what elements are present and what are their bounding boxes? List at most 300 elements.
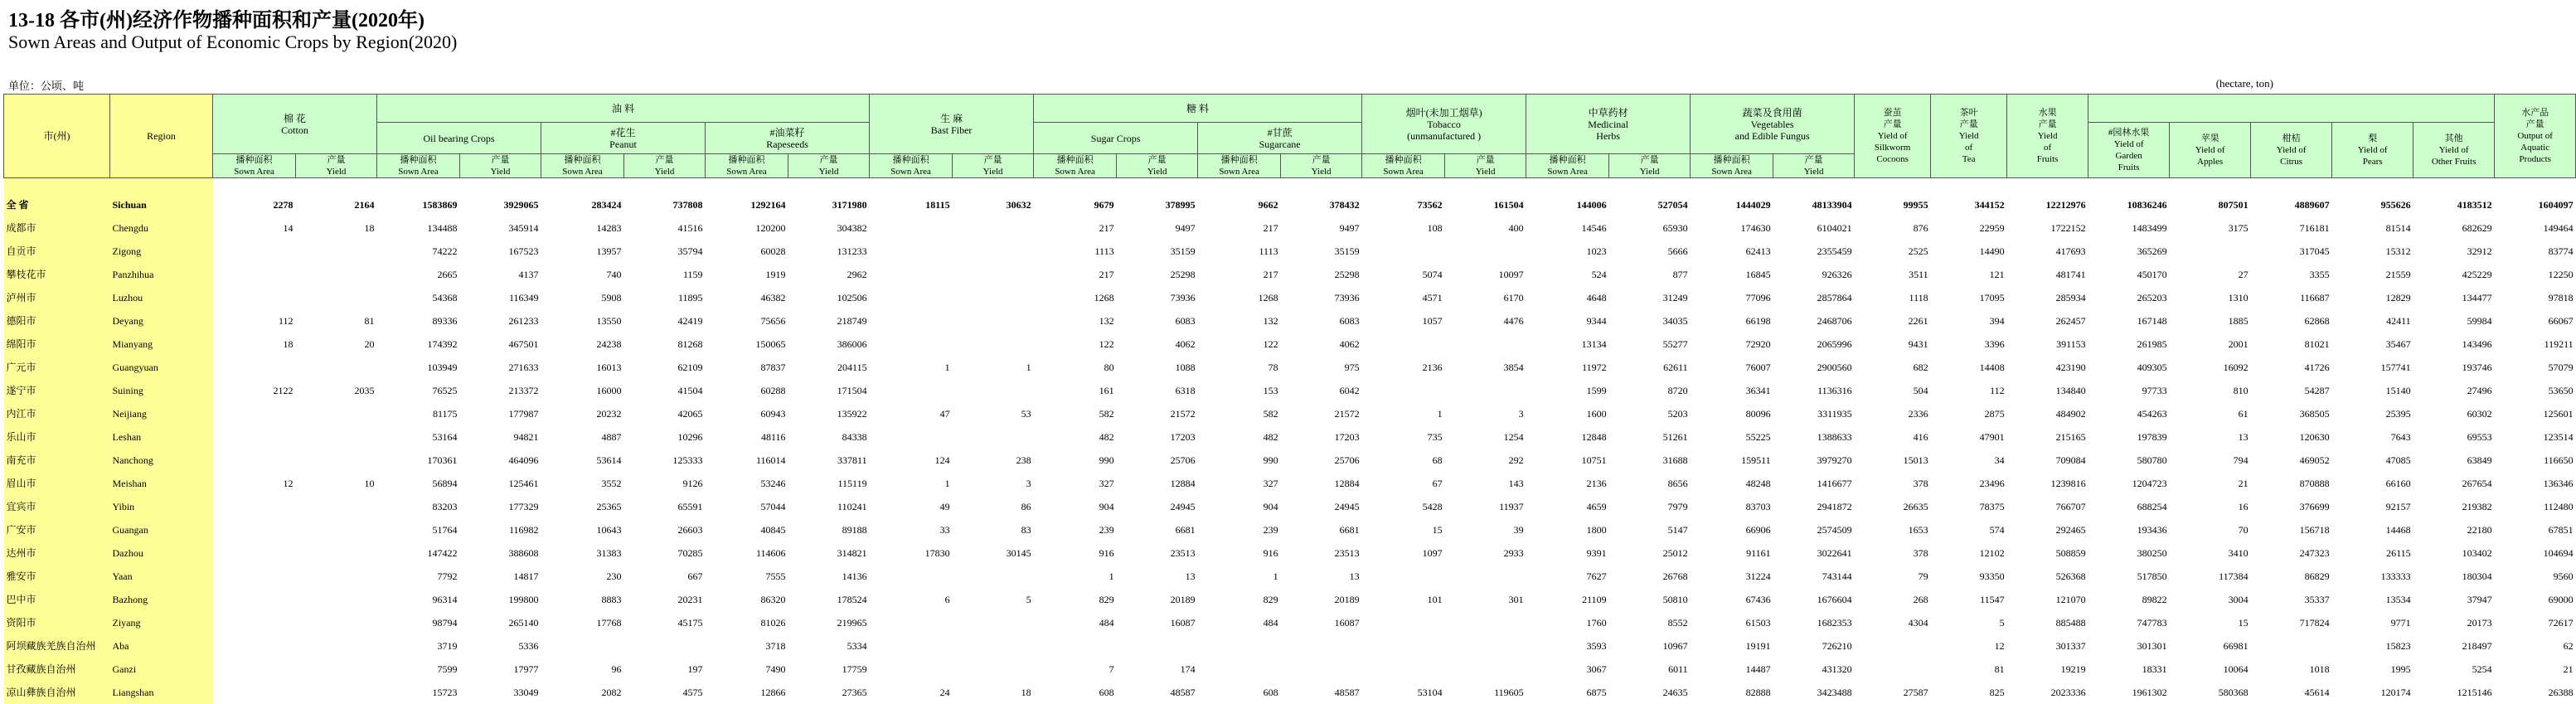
- table-cell: [213, 681, 296, 704]
- header-yield: [1117, 154, 1198, 178]
- table-cell: 27496: [2467, 385, 2492, 396]
- header-group-sugar-en: [1034, 123, 1198, 154]
- header-sown: [377, 154, 460, 178]
- table-cell: 62: [2563, 640, 2574, 652]
- region-name-cn: 宜宾市: [4, 495, 110, 518]
- table-cell: 24635: [1662, 687, 1688, 698]
- table-cell: 218497: [2462, 640, 2492, 652]
- header-yield-en: Yield: [1475, 167, 1496, 177]
- table-row: [4, 216, 2576, 240]
- table-cell: 21: [2238, 478, 2249, 489]
- header-yield-cn: 产量: [1804, 155, 1823, 165]
- table-cell: 10836246: [2127, 199, 2167, 211]
- table-cell: 726210: [1822, 640, 1852, 652]
- table-cell: 378: [1913, 547, 1928, 559]
- region-name-en: Neijiang: [110, 402, 213, 425]
- table-cell: 15: [2238, 617, 2249, 629]
- table-cell: 53614: [596, 454, 622, 466]
- table-cell: [213, 425, 296, 449]
- table-cell: 53104: [1417, 687, 1443, 698]
- table-cell: 1254: [1503, 431, 1524, 443]
- header-garden: [2088, 123, 2170, 178]
- table-cell: 35794: [677, 245, 703, 257]
- table-cell: 5334: [847, 640, 867, 652]
- table-cell: 159511: [1741, 454, 1771, 466]
- header-apples-line: 苹果: [2200, 134, 2219, 143]
- table-cell: 2035: [354, 385, 375, 396]
- table-cell: 73936: [1170, 292, 1196, 303]
- table-cell: 16087: [1334, 617, 1360, 629]
- table-cell: 20173: [2467, 617, 2492, 629]
- table-cell: 72920: [1745, 338, 1771, 350]
- region-name-cn: 南充市: [4, 449, 110, 472]
- table-cell: 4889607: [2294, 199, 2330, 211]
- table-cell: 2857864: [1817, 292, 1852, 303]
- table-cell: 1310: [2228, 292, 2249, 303]
- table-cell: 6318: [1175, 385, 1196, 396]
- table-cell: 23513: [1334, 547, 1360, 559]
- table-cell: 1292164: [750, 199, 786, 211]
- table-cell: 916: [1099, 547, 1114, 559]
- table-cell: 24: [939, 687, 950, 698]
- table-cell: 197: [687, 663, 703, 675]
- region-name-en: Panzhihua: [110, 263, 213, 286]
- table-cell: 737808: [672, 199, 703, 211]
- table-cell: 103402: [2462, 547, 2492, 559]
- table-cell: 344152: [1974, 199, 2005, 211]
- table-cell: [1198, 634, 1281, 658]
- table-cell: 1: [1026, 362, 1031, 373]
- table-cell: 40845: [760, 524, 786, 536]
- table-cell: 17203: [1334, 431, 1360, 443]
- table-cell: 3552: [601, 478, 622, 489]
- table-cell: [213, 541, 296, 565]
- table-cell: 134840: [2055, 385, 2086, 396]
- table-cell: 524: [1591, 269, 1607, 280]
- table-cell: 170361: [427, 454, 458, 466]
- table-cell: 1444029: [1735, 199, 1771, 211]
- table-cell: 57044: [760, 501, 786, 512]
- table-cell: [213, 402, 296, 425]
- table-cell: [296, 681, 377, 704]
- table-cell: 11547: [1980, 594, 2005, 605]
- table-cell: 12829: [2385, 292, 2411, 303]
- table-cell: 261985: [2137, 338, 2167, 350]
- table-cell: 177329: [508, 501, 539, 512]
- header-yield: [1281, 154, 1362, 178]
- table-cell: 13550: [596, 315, 622, 327]
- header-group-en2: (unmanufactured ): [1407, 129, 1482, 142]
- table-cell: 4304: [1908, 617, 1928, 629]
- table-cell: [1281, 658, 1362, 681]
- table-cell: 1268: [1094, 292, 1114, 303]
- table-row: [4, 588, 2576, 611]
- table-cell: 25706: [1334, 454, 1360, 466]
- table-cell: [1117, 634, 1198, 658]
- table-cell: 2136: [1422, 362, 1443, 373]
- table-cell: 4062: [1339, 338, 1360, 350]
- table-cell: 1676604: [1817, 594, 1852, 605]
- table-cell: 3355: [2309, 269, 2330, 280]
- table-cell: 1268: [1258, 292, 1278, 303]
- header-pears-line: Pears: [2362, 157, 2383, 167]
- table-cell: 409305: [2137, 362, 2167, 373]
- table-cell: 27: [2238, 269, 2249, 280]
- header-yield-en: Yield: [982, 167, 1003, 177]
- table-cell: 735: [1427, 431, 1443, 443]
- table-cell: 12866: [760, 687, 786, 698]
- header-group-sugarcane: [1198, 123, 1362, 154]
- table-cell: 464096: [508, 454, 539, 466]
- table-cell: 91161: [1746, 547, 1771, 559]
- table-cell: 292: [1508, 454, 1524, 466]
- region-name-en: Bazhong: [110, 588, 213, 611]
- region-name-cn: 雅安市: [4, 565, 110, 588]
- table-cell: 66160: [2385, 478, 2411, 489]
- table-row: [4, 634, 2576, 658]
- table-cell: [1362, 333, 1445, 356]
- table-cell: 794: [2233, 454, 2249, 466]
- table-cell: 484: [1099, 617, 1114, 629]
- region-name-cn: 资阳市: [4, 611, 110, 634]
- table-cell: 417693: [2055, 245, 2086, 257]
- region-name-en: Guangan: [110, 518, 213, 541]
- table-cell: [953, 634, 1034, 658]
- table-cell: 50810: [1662, 594, 1688, 605]
- table-cell: 156718: [2299, 524, 2330, 536]
- table-cell: 283424: [591, 199, 622, 211]
- table-cell: 125461: [508, 478, 539, 489]
- table-cell: [953, 263, 1034, 286]
- table-cell: 747783: [2137, 617, 2167, 629]
- table-cell: 1416677: [1817, 478, 1852, 489]
- table-cell: 143: [1508, 478, 1524, 489]
- table-cell: 2933: [1503, 547, 1524, 559]
- table-cell: 23513: [1170, 547, 1196, 559]
- table-cell: 199800: [508, 594, 539, 605]
- table-cell: 66198: [1745, 315, 1771, 327]
- table-cell: [296, 240, 377, 263]
- table-cell: 81514: [2385, 222, 2411, 234]
- table-cell: [296, 402, 377, 425]
- table-cell: 110241: [837, 501, 867, 512]
- header-sown: [213, 154, 296, 178]
- table-cell: 81: [1994, 663, 2005, 675]
- table-cell: 682: [1913, 362, 1928, 373]
- table-cell: 482: [1263, 431, 1278, 443]
- table-cell: 716181: [2299, 222, 2330, 234]
- table-cell: [296, 658, 377, 681]
- header-apples-line: Yield of: [2195, 145, 2225, 155]
- table-cell: 6083: [1339, 315, 1360, 327]
- table-cell: 9679: [1094, 199, 1114, 211]
- table-cell: 582: [1099, 408, 1114, 420]
- table-cell: 717824: [2299, 617, 2330, 629]
- region-name-cn: 眉山市: [4, 472, 110, 495]
- header-sown-cn: 播种面积: [564, 155, 601, 165]
- table-cell: 267654: [2462, 478, 2492, 489]
- table-cell: 3: [1026, 478, 1031, 489]
- table-cell: 120200: [755, 222, 786, 234]
- table-cell: 17977: [513, 663, 539, 675]
- table-cell: 115119: [837, 478, 867, 489]
- region-name-cn: 全 省: [4, 178, 110, 217]
- header-group-cn: #油菜籽: [769, 126, 805, 138]
- table-cell: 149464: [2543, 222, 2574, 234]
- table-cell: [1445, 611, 1526, 634]
- table-cell: 431320: [1822, 663, 1852, 675]
- header-sown-cn: 播种面积: [235, 155, 273, 165]
- header-pears-line: Yield of: [2357, 145, 2388, 155]
- table-cell: 3929065: [503, 199, 539, 211]
- header-sown-en: Sown Area: [1547, 167, 1588, 177]
- table-cell: 14546: [1581, 222, 1607, 234]
- table-cell: 25395: [2385, 408, 2411, 420]
- table-cell: 526368: [2055, 570, 2086, 582]
- region-name-en: Guangyuan: [110, 356, 213, 379]
- region-name-en: Liangshan: [110, 681, 213, 704]
- table-cell: 1483499: [2132, 222, 2167, 234]
- header-yield-cn: 产量: [491, 155, 510, 165]
- header-yield: [788, 154, 870, 178]
- table-cell: 481741: [2055, 269, 2086, 280]
- table-cell: 8552: [1667, 617, 1688, 629]
- region-name-cn: 攀枝花市: [4, 263, 110, 286]
- header-garden-line: Yield of: [2113, 139, 2144, 149]
- table-cell: 608: [1099, 687, 1114, 698]
- table-cell: 33: [939, 524, 950, 536]
- table-cell: 5203: [1667, 408, 1688, 420]
- table-cell: 9431: [1908, 338, 1928, 350]
- region-name-cn: 泸州市: [4, 286, 110, 309]
- table-row: [4, 178, 2576, 217]
- table-cell: 134477: [2462, 292, 2492, 303]
- table-cell: 81021: [2304, 338, 2330, 350]
- region-name-en: Aba: [110, 634, 213, 658]
- table-cell: 31249: [1662, 292, 1688, 303]
- table-cell: 327: [1263, 478, 1278, 489]
- region-name-en: Ganzi: [110, 658, 213, 681]
- table-cell: 48587: [1170, 687, 1196, 698]
- table-cell: 89822: [2142, 594, 2167, 605]
- table-cell: 121070: [2055, 594, 2086, 605]
- header-sown-en: Sown Area: [1055, 167, 1095, 177]
- table-cell: 7979: [1667, 501, 1688, 512]
- header-yield-cn: 产量: [655, 155, 674, 165]
- table-cell: 425229: [2462, 269, 2492, 280]
- header-yield-en: Yield: [1147, 167, 1167, 177]
- table-cell: 3175: [2228, 222, 2249, 234]
- header-yield-cn: 产量: [819, 155, 838, 165]
- table-cell: 218749: [837, 315, 867, 327]
- table-cell: 18: [364, 222, 375, 234]
- table-cell: 10064: [2223, 663, 2249, 675]
- header-sown-cn: 播种面积: [1056, 155, 1094, 165]
- table-row: [4, 263, 2576, 286]
- region-name-en: Mianyang: [110, 333, 213, 356]
- table-cell: 9497: [1175, 222, 1196, 234]
- header-aquatic-line: Aquatic: [2520, 143, 2550, 153]
- table-cell: [2170, 240, 2251, 263]
- table-cell: 51764: [432, 524, 458, 536]
- table-cell: 17830: [924, 547, 950, 559]
- table-cell: 5428: [1422, 501, 1443, 512]
- table-cell: 219965: [837, 617, 867, 629]
- table-cell: 219382: [2462, 501, 2492, 512]
- table-cell: 114606: [755, 547, 786, 559]
- table-cell: 51261: [1662, 431, 1688, 443]
- header-group-cn: #花生: [610, 126, 636, 138]
- header-silkworm-line: Silkworm: [1874, 143, 1911, 153]
- table-cell: 42419: [677, 315, 703, 327]
- table-cell: 265140: [508, 617, 539, 629]
- table-cell: 14490: [1979, 245, 2005, 257]
- header-group-rapeseeds: [706, 123, 870, 154]
- header-sown-en: Sown Area: [1383, 167, 1424, 177]
- table-cell: 14487: [1745, 663, 1771, 675]
- table-cell: 1583869: [422, 199, 458, 211]
- header-yield-en: Yield: [1639, 167, 1660, 177]
- table-cell: 83: [1021, 524, 1031, 536]
- table-cell: 8720: [1667, 385, 1688, 396]
- header-group-cn: 棉 花: [284, 112, 307, 124]
- table-cell: 261233: [508, 315, 539, 327]
- region-name-cn: 阿坝藏族羌族自治州: [4, 634, 110, 658]
- table-cell: 125601: [2543, 408, 2574, 420]
- table-cell: 4183512: [2457, 199, 2492, 211]
- header-group-cn: 烟叶(未加工烟草): [1405, 106, 1482, 119]
- table-cell: 885488: [2055, 617, 2086, 629]
- table-cell: 41516: [677, 222, 703, 234]
- header-tea-line: of: [1965, 143, 1973, 153]
- table-cell: 1: [1109, 570, 1114, 582]
- header-sown-cn: 播种面积: [892, 155, 929, 165]
- table-cell: 92157: [2385, 501, 2411, 512]
- table-cell: 3718: [765, 640, 786, 652]
- table-cell: [213, 240, 296, 263]
- table-cell: 14408: [1979, 362, 2005, 373]
- table-cell: 2574509: [1817, 524, 1852, 536]
- table-cell: 2001: [2228, 338, 2249, 350]
- table-cell: 21559: [2385, 269, 2411, 280]
- table-cell: 1919: [765, 269, 786, 280]
- table-cell: 5: [1026, 594, 1031, 605]
- crops-table: [3, 94, 2576, 704]
- region-name-cn: 乐山市: [4, 425, 110, 449]
- table-cell: 3410: [2228, 547, 2249, 559]
- table-cell: 13134: [1581, 338, 1607, 350]
- table-cell: 215165: [2055, 431, 2086, 443]
- table-cell: 174: [1180, 663, 1196, 675]
- table-cell: 94821: [513, 431, 539, 443]
- table-cell: 66981: [2223, 640, 2249, 652]
- table-cell: 766707: [2055, 501, 2086, 512]
- table-cell: 1800: [1586, 524, 1607, 536]
- table-cell: 19219: [2060, 663, 2086, 675]
- table-cell: 7599: [437, 663, 458, 675]
- table-cell: [213, 356, 296, 379]
- table-cell: 1113: [1259, 245, 1278, 257]
- table-cell: 7627: [1586, 570, 1607, 582]
- table-cell: 119211: [2544, 338, 2574, 350]
- table-cell: [870, 309, 953, 333]
- table-cell: 108: [1427, 222, 1443, 234]
- table-cell: 12884: [1170, 478, 1196, 489]
- table-cell: 112: [1990, 385, 2005, 396]
- table-cell: 122: [1099, 338, 1114, 350]
- table-cell: 217: [1099, 269, 1114, 280]
- table-cell: 65930: [1662, 222, 1688, 234]
- table-cell: [1362, 634, 1445, 658]
- table-cell: [870, 379, 953, 402]
- table-cell: 16845: [1745, 269, 1771, 280]
- table-cell: 32912: [2467, 245, 2492, 257]
- table-cell: 926326: [1822, 269, 1852, 280]
- table-cell: 97818: [2548, 292, 2574, 303]
- table-cell: 10751: [1581, 454, 1607, 466]
- table-cell: [953, 565, 1034, 588]
- header-silkworm-line: 蚕茧: [1883, 108, 1902, 118]
- table-cell: 30632: [1006, 199, 1031, 211]
- table-cell: 386006: [837, 338, 867, 350]
- table-cell: 15140: [2385, 385, 2411, 396]
- table-cell: 230: [606, 570, 622, 582]
- table-cell: 807501: [2218, 199, 2249, 211]
- table-cell: 3: [1518, 408, 1524, 420]
- table-cell: 25298: [1334, 269, 1360, 280]
- table-cell: 1113: [1094, 245, 1114, 257]
- table-cell: [213, 495, 296, 518]
- table-cell: 9391: [1586, 547, 1607, 559]
- table-cell: 53: [1021, 408, 1031, 420]
- table-cell: 2468706: [1817, 315, 1852, 327]
- table-cell: 60288: [760, 385, 786, 396]
- table-cell: 17768: [596, 617, 622, 629]
- table-cell: 103949: [427, 362, 458, 373]
- table-cell: 81175: [432, 408, 458, 420]
- table-cell: 2122: [273, 385, 293, 396]
- header-pears: [2332, 123, 2413, 178]
- header-fruits-line: 产量: [2038, 119, 2057, 129]
- table-cell: 57079: [2548, 362, 2574, 373]
- table-cell: 81: [364, 315, 375, 327]
- table-cell: 134488: [427, 222, 458, 234]
- table-cell: [953, 216, 1034, 240]
- table-cell: 1204723: [2132, 478, 2167, 489]
- header-group-en: Medicinal: [1588, 118, 1628, 130]
- table-cell: 2355459: [1817, 245, 1852, 257]
- table-cell: [1034, 634, 1117, 658]
- header-aquatic-line: 水产品: [2521, 108, 2549, 118]
- region-name-cn: 广安市: [4, 518, 110, 541]
- table-cell: 36341: [1745, 385, 1771, 396]
- header-region-cn: 市(州): [4, 95, 110, 178]
- table-cell: [953, 611, 1034, 634]
- table-cell: 314821: [837, 547, 867, 559]
- table-cell: 3979270: [1817, 454, 1852, 466]
- header-aquatic: [2495, 95, 2576, 178]
- table-cell: 378995: [1165, 199, 1196, 211]
- table-cell: 120630: [2299, 431, 2330, 443]
- region-name-en: Luzhou: [110, 286, 213, 309]
- table-cell: 9560: [2553, 570, 2574, 582]
- table-cell: 23496: [1979, 478, 2005, 489]
- table-cell: 54287: [2304, 385, 2330, 396]
- table-cell: 301: [1508, 594, 1524, 605]
- table-cell: 345914: [508, 222, 539, 234]
- table-row: [4, 541, 2576, 565]
- header-tea-line: Tea: [1962, 154, 1976, 164]
